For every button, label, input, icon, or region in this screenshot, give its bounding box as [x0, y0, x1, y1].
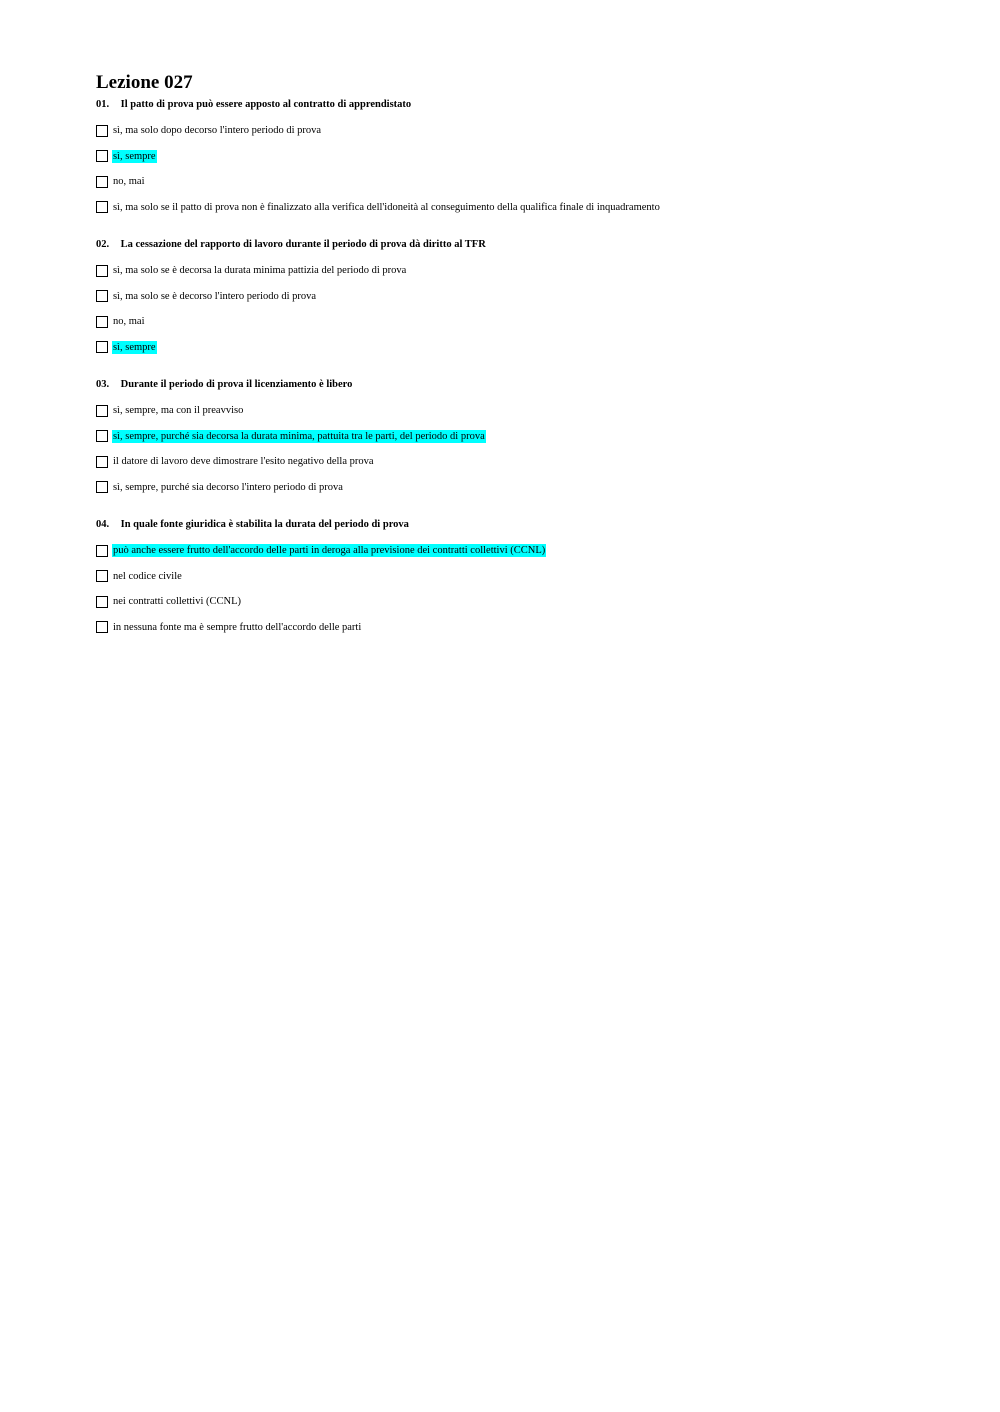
question-header [96, 518, 916, 532]
answer-option[interactable] [96, 309, 916, 335]
answer-text: sì, ma solo dopo decorso l'intero periodo di prova [113, 125, 322, 137]
checkbox[interactable] [96, 545, 108, 557]
answer-option[interactable] [96, 118, 916, 144]
answer-option[interactable] [96, 195, 916, 221]
answer-option[interactable] [96, 424, 916, 450]
checkbox[interactable] [96, 150, 108, 162]
answer-text: in nessuna fonte ma è sempre frutto dell'accordo delle parti [113, 621, 362, 633]
answer-option[interactable] [96, 169, 916, 195]
answer-text: no, mai [113, 176, 145, 188]
answer-text: il datore di lavoro deve dimostrare l'esito negativo della prova [113, 456, 374, 468]
answer-option[interactable] [96, 475, 916, 501]
checkbox[interactable] [96, 176, 108, 188]
answer-text: sì, sempre, purché sia decorso l'intero periodo di prova [113, 481, 343, 493]
question-header [96, 238, 916, 252]
answer-text: sì, ma solo se il patto di prova non è finalizzato alla verifica dell'idoneità al conseguimento della qualifica finale di inquadramento [113, 201, 660, 213]
page-title: Lezione 027 [96, 72, 193, 93]
question-04 [96, 518, 916, 640]
checkbox[interactable] [96, 596, 108, 608]
question-text: Durante il periodo di prova il licenziamento è libero [120, 379, 353, 390]
answer-option[interactable] [96, 335, 916, 361]
checkbox[interactable] [96, 621, 108, 633]
answer-text: nei contratti collettivi (CCNL) [113, 596, 242, 608]
document-page [96, 72, 916, 658]
checkbox[interactable] [96, 481, 108, 493]
answer-option[interactable] [96, 398, 916, 424]
answer-text: nel codice civile [113, 570, 182, 582]
question-number: 04. [96, 519, 110, 530]
answer-option[interactable] [96, 564, 916, 590]
checkbox[interactable] [96, 290, 108, 302]
answer-option[interactable] [96, 258, 916, 284]
checkbox[interactable] [96, 456, 108, 468]
question-text: Il patto di prova può essere apposto al contratto di apprendistato [120, 99, 412, 110]
question-header [96, 378, 916, 392]
checkbox[interactable] [96, 570, 108, 582]
question-number: 03. [96, 379, 110, 390]
question-01 [96, 98, 916, 220]
answer-option[interactable] [96, 589, 916, 615]
answer-option[interactable] [96, 449, 916, 475]
checkbox[interactable] [96, 265, 108, 277]
question-number: 01. [96, 99, 110, 110]
checkbox[interactable] [96, 430, 108, 442]
answer-text: sì, sempre [113, 150, 156, 162]
question-text: In quale fonte giuridica è stabilita la durata del periodo di prova [120, 519, 409, 530]
question-02 [96, 238, 916, 360]
answer-text: sì, sempre [113, 341, 156, 353]
answer-text: sì, sempre, ma con il preavviso [113, 405, 244, 417]
checkbox[interactable] [96, 405, 108, 417]
checkbox[interactable] [96, 201, 108, 213]
answer-option[interactable] [96, 144, 916, 170]
answer-option[interactable] [96, 538, 916, 564]
answer-text: sì, ma solo se è decorsa la durata minima pattizia del periodo di prova [113, 265, 407, 277]
question-number: 02. [96, 239, 110, 250]
answer-option[interactable] [96, 615, 916, 641]
answer-text: sì, sempre, purché sia decorsa la durata minima, pattuita tra le parti, del periodo di prova [113, 430, 485, 442]
answer-text: no, mai [113, 316, 145, 328]
question-text: La cessazione del rapporto di lavoro durante il periodo di prova dà diritto al TFR [120, 239, 486, 250]
question-header [96, 98, 916, 112]
checkbox[interactable] [96, 316, 108, 328]
answer-option[interactable] [96, 284, 916, 310]
answer-text: può anche essere frutto dell'accordo delle parti in deroga alla previsione dei contratti collettivi (CCNL) [113, 545, 546, 557]
checkbox[interactable] [96, 341, 108, 353]
checkbox[interactable] [96, 125, 108, 137]
answer-text: sì, ma solo se è decorso l'intero periodo di prova [113, 290, 317, 302]
question-03 [96, 378, 916, 500]
